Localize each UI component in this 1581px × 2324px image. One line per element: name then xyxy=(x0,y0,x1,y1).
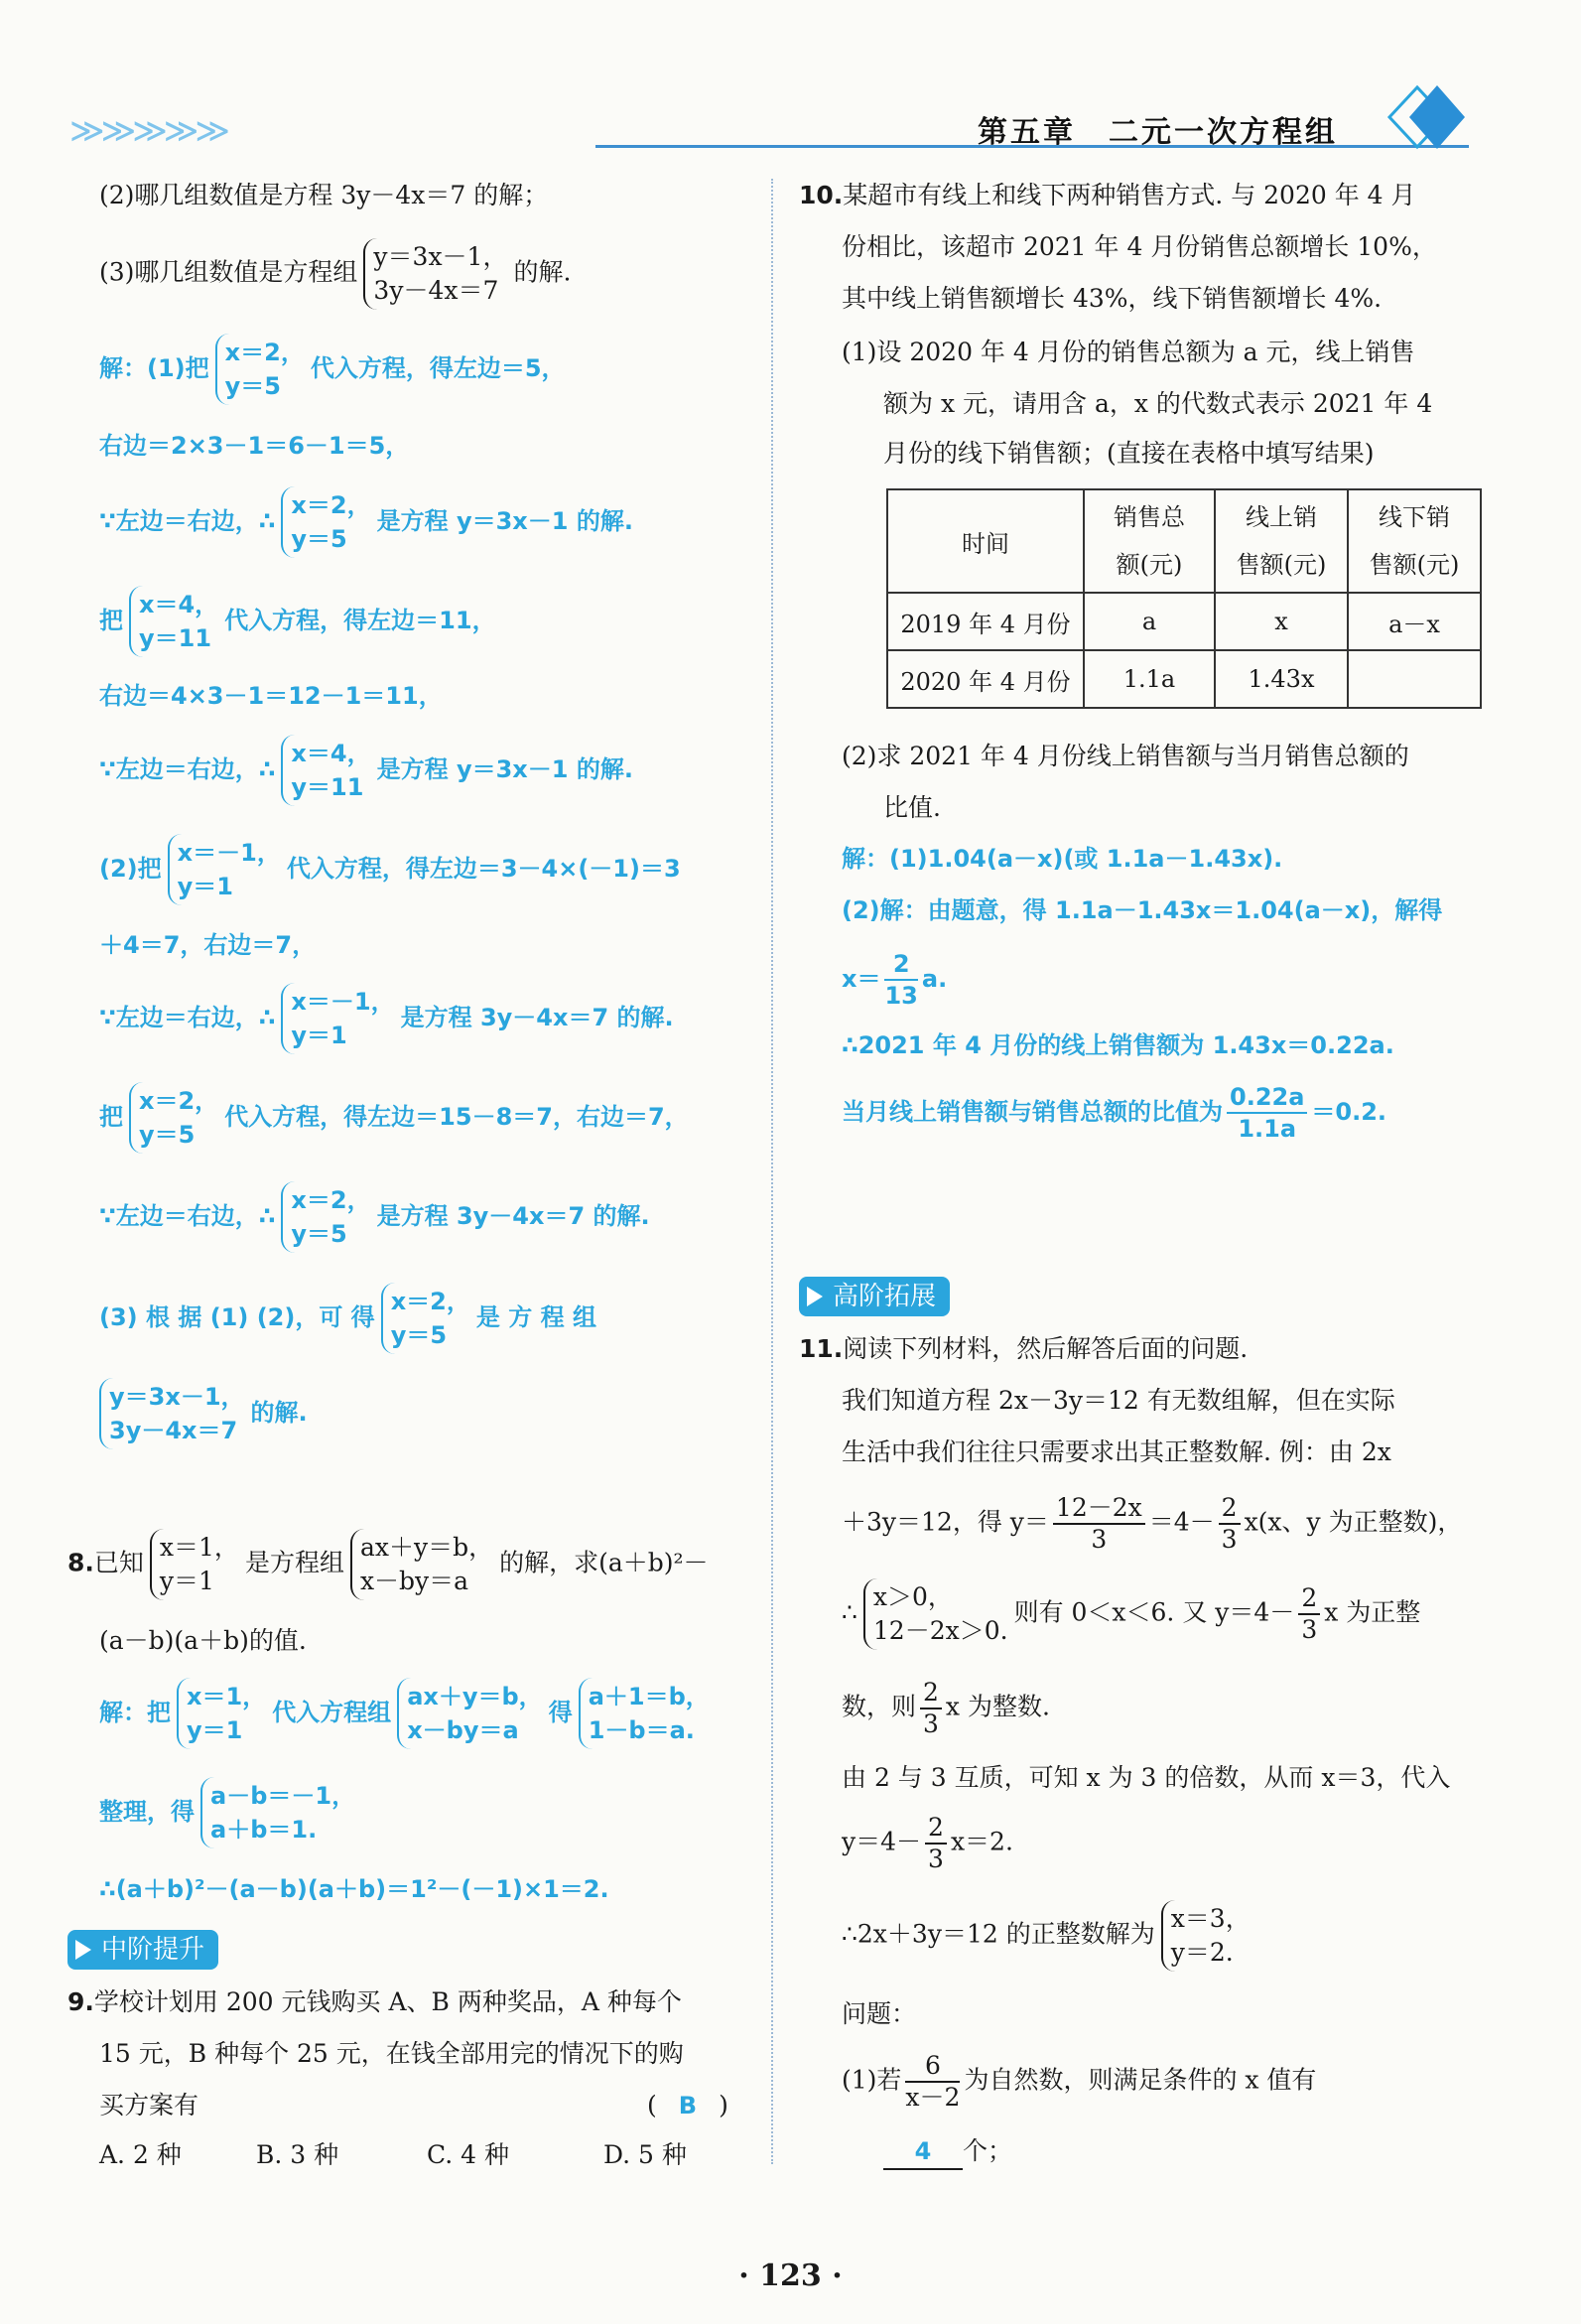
header-total: 销售总 额(元) xyxy=(1084,489,1215,593)
chapter-title: 第五章 二元一次方程组 xyxy=(978,115,1338,150)
answer-line-13: y＝3x－1， 3y－4x＝7 的解. xyxy=(99,1378,308,1449)
answer-q8-line1: 解：把 x＝1， y＝1 代入方程组 ax＋y＝b， x－by＝a 得 a＋1＝b， 1－b＝a. xyxy=(99,1678,716,1749)
answer-line-4: 把 x＝4， y＝11 代入方程，得左边＝11， xyxy=(99,586,496,657)
answer-line-1: 解：(1)把 x＝2， y＝5 代入方程，得左边＝5， xyxy=(99,334,566,405)
q11-line2: 我们知道方程 2x－3y＝12 有无数组解，但在实际 xyxy=(842,1386,1395,1415)
q11-line5: ∴ x＞0， 12－2x＞0. 则有 0＜x＜6. 又 y＝4－ $\frac{2}{3}$ x 为正整 xyxy=(842,1578,1420,1650)
answer-line-12: (3) 根 据 (1) (2)，可 得 x＝2， y＝5 是 方 程 组 xyxy=(99,1283,596,1354)
q11-line3: 生活中我们往往只需要求出其正整数解. 例：由 2x xyxy=(842,1437,1391,1466)
q11-line1: 11.阅读下列材料，然后解答后面的问题. xyxy=(799,1334,1249,1363)
answer-q10-3: x＝ $\frac{2}{13}$ a. xyxy=(842,950,948,1010)
section-tag-intermediate: 中阶提升 xyxy=(67,1930,218,1970)
q9-line1: 9.学校计划用 200 元钱购买 A、B 两种奖品，A 种每个 xyxy=(67,1987,682,2016)
q7-part3-text: (3)哪几组数值是方程组 xyxy=(99,257,358,287)
header-time: 时间 xyxy=(887,489,1084,593)
q10-line2: 份相比，该超市 2021 年 4 月份销售总额增长 10%， xyxy=(842,232,1437,261)
q9-option-d: D. 5 种 xyxy=(603,2140,687,2169)
table-cell: a xyxy=(1084,593,1215,650)
q7-part3-end: 的解. xyxy=(513,257,572,287)
table-row xyxy=(887,650,1481,708)
q9-option-b: B. 3 种 xyxy=(256,2140,339,2169)
system-brace: y＝3x－1， 3y－4x＝7 xyxy=(363,238,507,310)
table-cell: 2019 年 4 月份 xyxy=(887,593,1084,650)
table-row xyxy=(887,593,1481,650)
q11-question1-answer-line: 4 个； xyxy=(883,2134,1012,2170)
table-header-row xyxy=(887,489,1481,593)
answer-line-6: ∵左边＝右边，∴ x＝4， y＝11 是方程 y＝3x－1 的解. xyxy=(99,735,633,806)
q8: 8.已知 x＝1， y＝1 是方程组 ax＋y＝b， x－by＝a 的解，求(a＋b)²－ xyxy=(67,1529,709,1600)
q11-line4: ＋3y＝12，得 y＝ $\frac{12-2x}{3}$ ＝4－ $\frac{2}{3}$ x(x、y 为正整数)， xyxy=(842,1493,1463,1554)
answer-line-10: 把 x＝2， y＝5 代入方程，得左边＝15－8＝7，右边＝7， xyxy=(99,1082,689,1154)
q11-problem-label: 问题： xyxy=(842,1999,917,2028)
q9-line3: 买方案有 xyxy=(99,2091,199,2119)
q11-line6: 数，则 $\frac{2}{3}$ x 为整数. xyxy=(842,1678,1050,1738)
answer-q10-4: ∴2021 年 4 月份的线上销售额为 1.43x＝0.22a. xyxy=(842,1031,1394,1059)
sales-table xyxy=(886,488,1482,709)
q7-part2: (2)哪几组数值是方程 3y－4x＝7 的解； xyxy=(99,181,549,209)
q11-line9: ∴2x＋3y＝12 的正整数解为 x＝3， y＝2. xyxy=(842,1900,1256,1972)
q11-line8: y＝4－ $\frac{2}{3}$ x＝2. xyxy=(842,1813,1013,1873)
q10-part2-line2: 比值. xyxy=(883,793,941,822)
answer-line-7: (2)把 x＝－1， y＝1 代入方程，得左边＝3－4×(－1)＝3 xyxy=(99,834,681,905)
table-cell: 1.43x xyxy=(1215,650,1348,708)
answer-line-9: ∵左边＝右边，∴ x＝－1， y＝1 是方程 3y－4x＝7 的解. xyxy=(99,983,674,1054)
table-cell: x xyxy=(1215,593,1348,650)
q11-question1: (1)若 $\frac{6}{x-2}$ 为自然数，则满足条件的 x 值有 xyxy=(842,2051,1317,2112)
answer-q10-5: 当月线上销售额与销售总额的比值为 $\frac{0.22a}{1.1a}$ ＝0.2. xyxy=(842,1083,1387,1143)
answer-line-8: ＋4＝7，右边＝7， xyxy=(99,931,317,959)
q9-line2: 15 元，B 种每个 25 元，在钱全部用完的情况下的购 xyxy=(99,2039,684,2068)
header-chevron-decoration: ≫≫≫≫≫ xyxy=(69,111,226,151)
q10-part1-line3: 月份的线下销售额；(直接在表格中填写结果) xyxy=(883,439,1375,468)
page-number: · 123 · xyxy=(738,2258,843,2293)
table-cell: a－x xyxy=(1348,593,1481,650)
answer-line-3: ∵左边＝右边，∴ x＝2， y＝5 是方程 y＝3x－1 的解. xyxy=(99,486,633,558)
q11-line7: 由 2 与 3 互质，可知 x 为 3 的倍数，从而 x＝3，代入 xyxy=(842,1763,1451,1792)
q10-line3: 其中线上销售额增长 43%，线下销售额增长 4%. xyxy=(842,284,1383,313)
answer-q10-2: (2)解：由题意，得 1.1a－1.43x＝1.04(a－x)，解得 xyxy=(842,896,1443,924)
q9-answer: B xyxy=(678,2092,698,2119)
answer-q8-line2: 整理，得 a－b＝－1， a＋b＝1. xyxy=(99,1777,361,1848)
q9-option-a: A. 2 种 xyxy=(99,2140,182,2169)
diamond-logo-icon xyxy=(1370,77,1469,157)
q9-answer-bracket: ( B ) xyxy=(647,2091,728,2119)
q10-part1-line2: 额为 x 元，请用含 a，x 的代数式表示 2021 年 4 xyxy=(883,389,1433,418)
answer-q8-line3: ∴(a＋b)²－(a－b)(a＋b)＝1²－(－1)×1＝2. xyxy=(99,1875,609,1903)
q10-part1-line1: (1)设 2020 年 4 月份的销售总额为 a 元，线上销售 xyxy=(842,338,1415,366)
q11-answer-blank: 4 xyxy=(883,2134,963,2170)
answer-line-11: ∵左边＝右边，∴ x＝2， y＝5 是方程 3y－4x＝7 的解. xyxy=(99,1181,650,1253)
table-cell: 1.1a xyxy=(1084,650,1215,708)
q10-part2-line1: (2)求 2021 年 4 月份线上销售额与当月销售总额的 xyxy=(842,742,1409,770)
q8-line2: (a－b)(a＋b)的值. xyxy=(99,1626,307,1655)
column-divider xyxy=(771,179,773,2164)
q7-part3 xyxy=(99,238,571,310)
section-tag-advanced: 高阶拓展 xyxy=(799,1277,950,1316)
q9-option-c: C. 4 种 xyxy=(427,2140,509,2169)
header-online: 线上销 售额(元) xyxy=(1215,489,1348,593)
header-offline: 线下销 售额(元) xyxy=(1348,489,1481,593)
answer-line-2: 右边＝2×3－1＝6－1＝5， xyxy=(99,432,410,460)
table-cell xyxy=(1348,650,1481,708)
table-cell: 2020 年 4 月份 xyxy=(887,650,1084,708)
answer-line-5: 右边＝4×3－1＝12－1＝11， xyxy=(99,682,443,710)
answer-q10-1: 解：(1)1.04(a－x)(或 1.1a－1.43x). xyxy=(842,845,1283,873)
q10-line1: 10.某超市有线上和线下两种销售方式. 与 2020 年 4 月 xyxy=(799,181,1416,209)
